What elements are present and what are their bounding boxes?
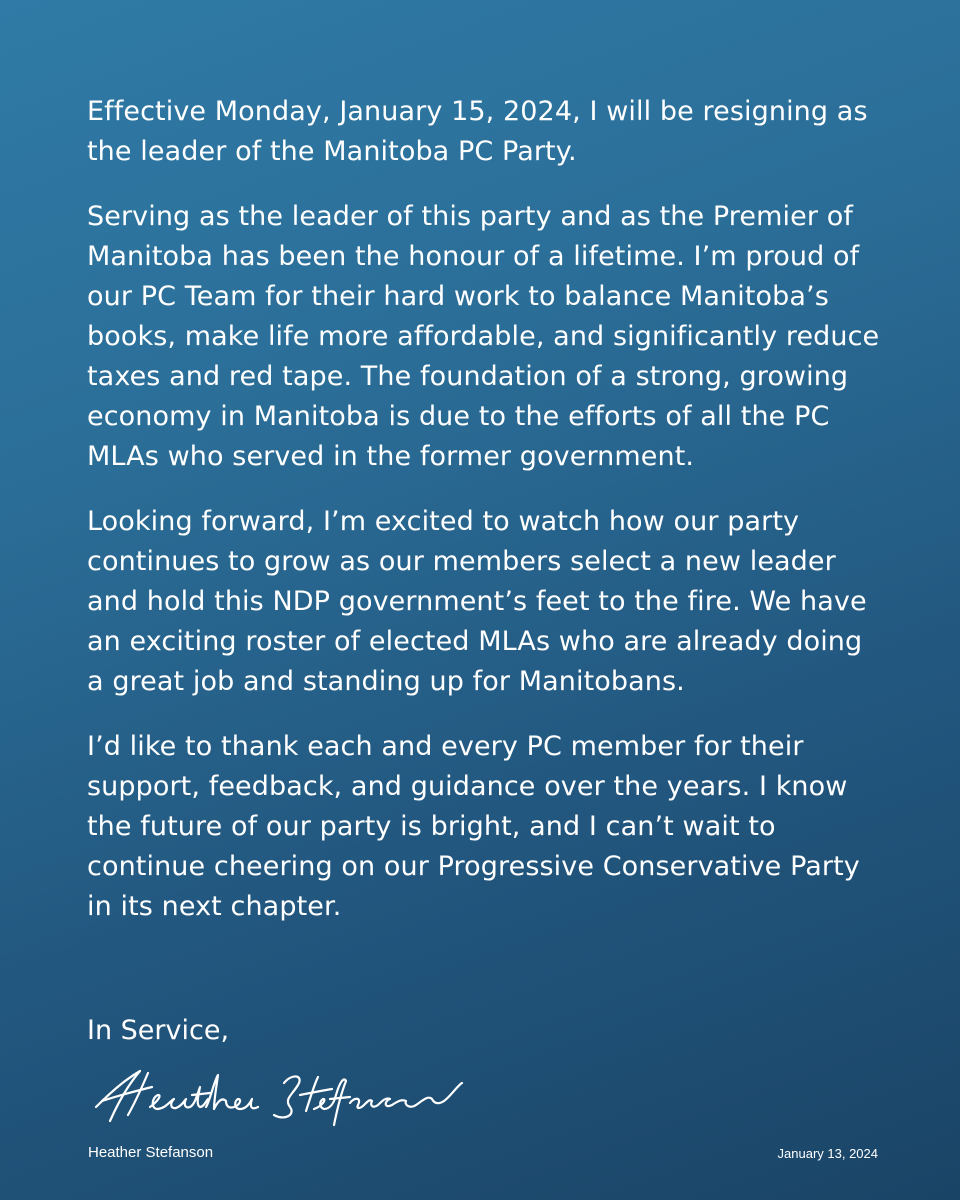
handwritten-signature — [88, 1055, 468, 1130]
letter-date: January 13, 2024 — [777, 1146, 878, 1161]
paragraph-resignation: Effective Monday, January 15, 2024, I will be resigning as the leader of the Manitoba PC Party. — [87, 96, 868, 167]
paragraph-record: Serving as the leader of this party and as the Premier of Manitoba has been the honour of a lifetime. I’m proud of our PC Team for their hard work to balance Manitoba’s books, make life more affordable, and significantly reduce taxes and red tape. The foundation of a strong, growing economy in Manitoba is due to the efforts of all the PC MLAs who served in the former government. — [87, 201, 880, 472]
closing-line: In Service, — [87, 1015, 230, 1046]
paragraph-thanks: I’d like to thank each and every PC member for their support, feedback, and guidance over the years. I know the future of our party is bright, and I can’t wait to continue cheering on our Progressive Conservative Party in its next chapter. — [87, 731, 860, 922]
signer-name: Heather Stefanson — [88, 1144, 214, 1161]
letter-body — [87, 92, 887, 927]
paragraph-looking-forward: Looking forward, I’m excited to watch how our party continues to grow as our members select a new leader and hold this NDP government’s feet to the fire. We have an exciting roster of elected MLAs who are already doing a great job and standing up for Manitobans. — [87, 506, 867, 697]
